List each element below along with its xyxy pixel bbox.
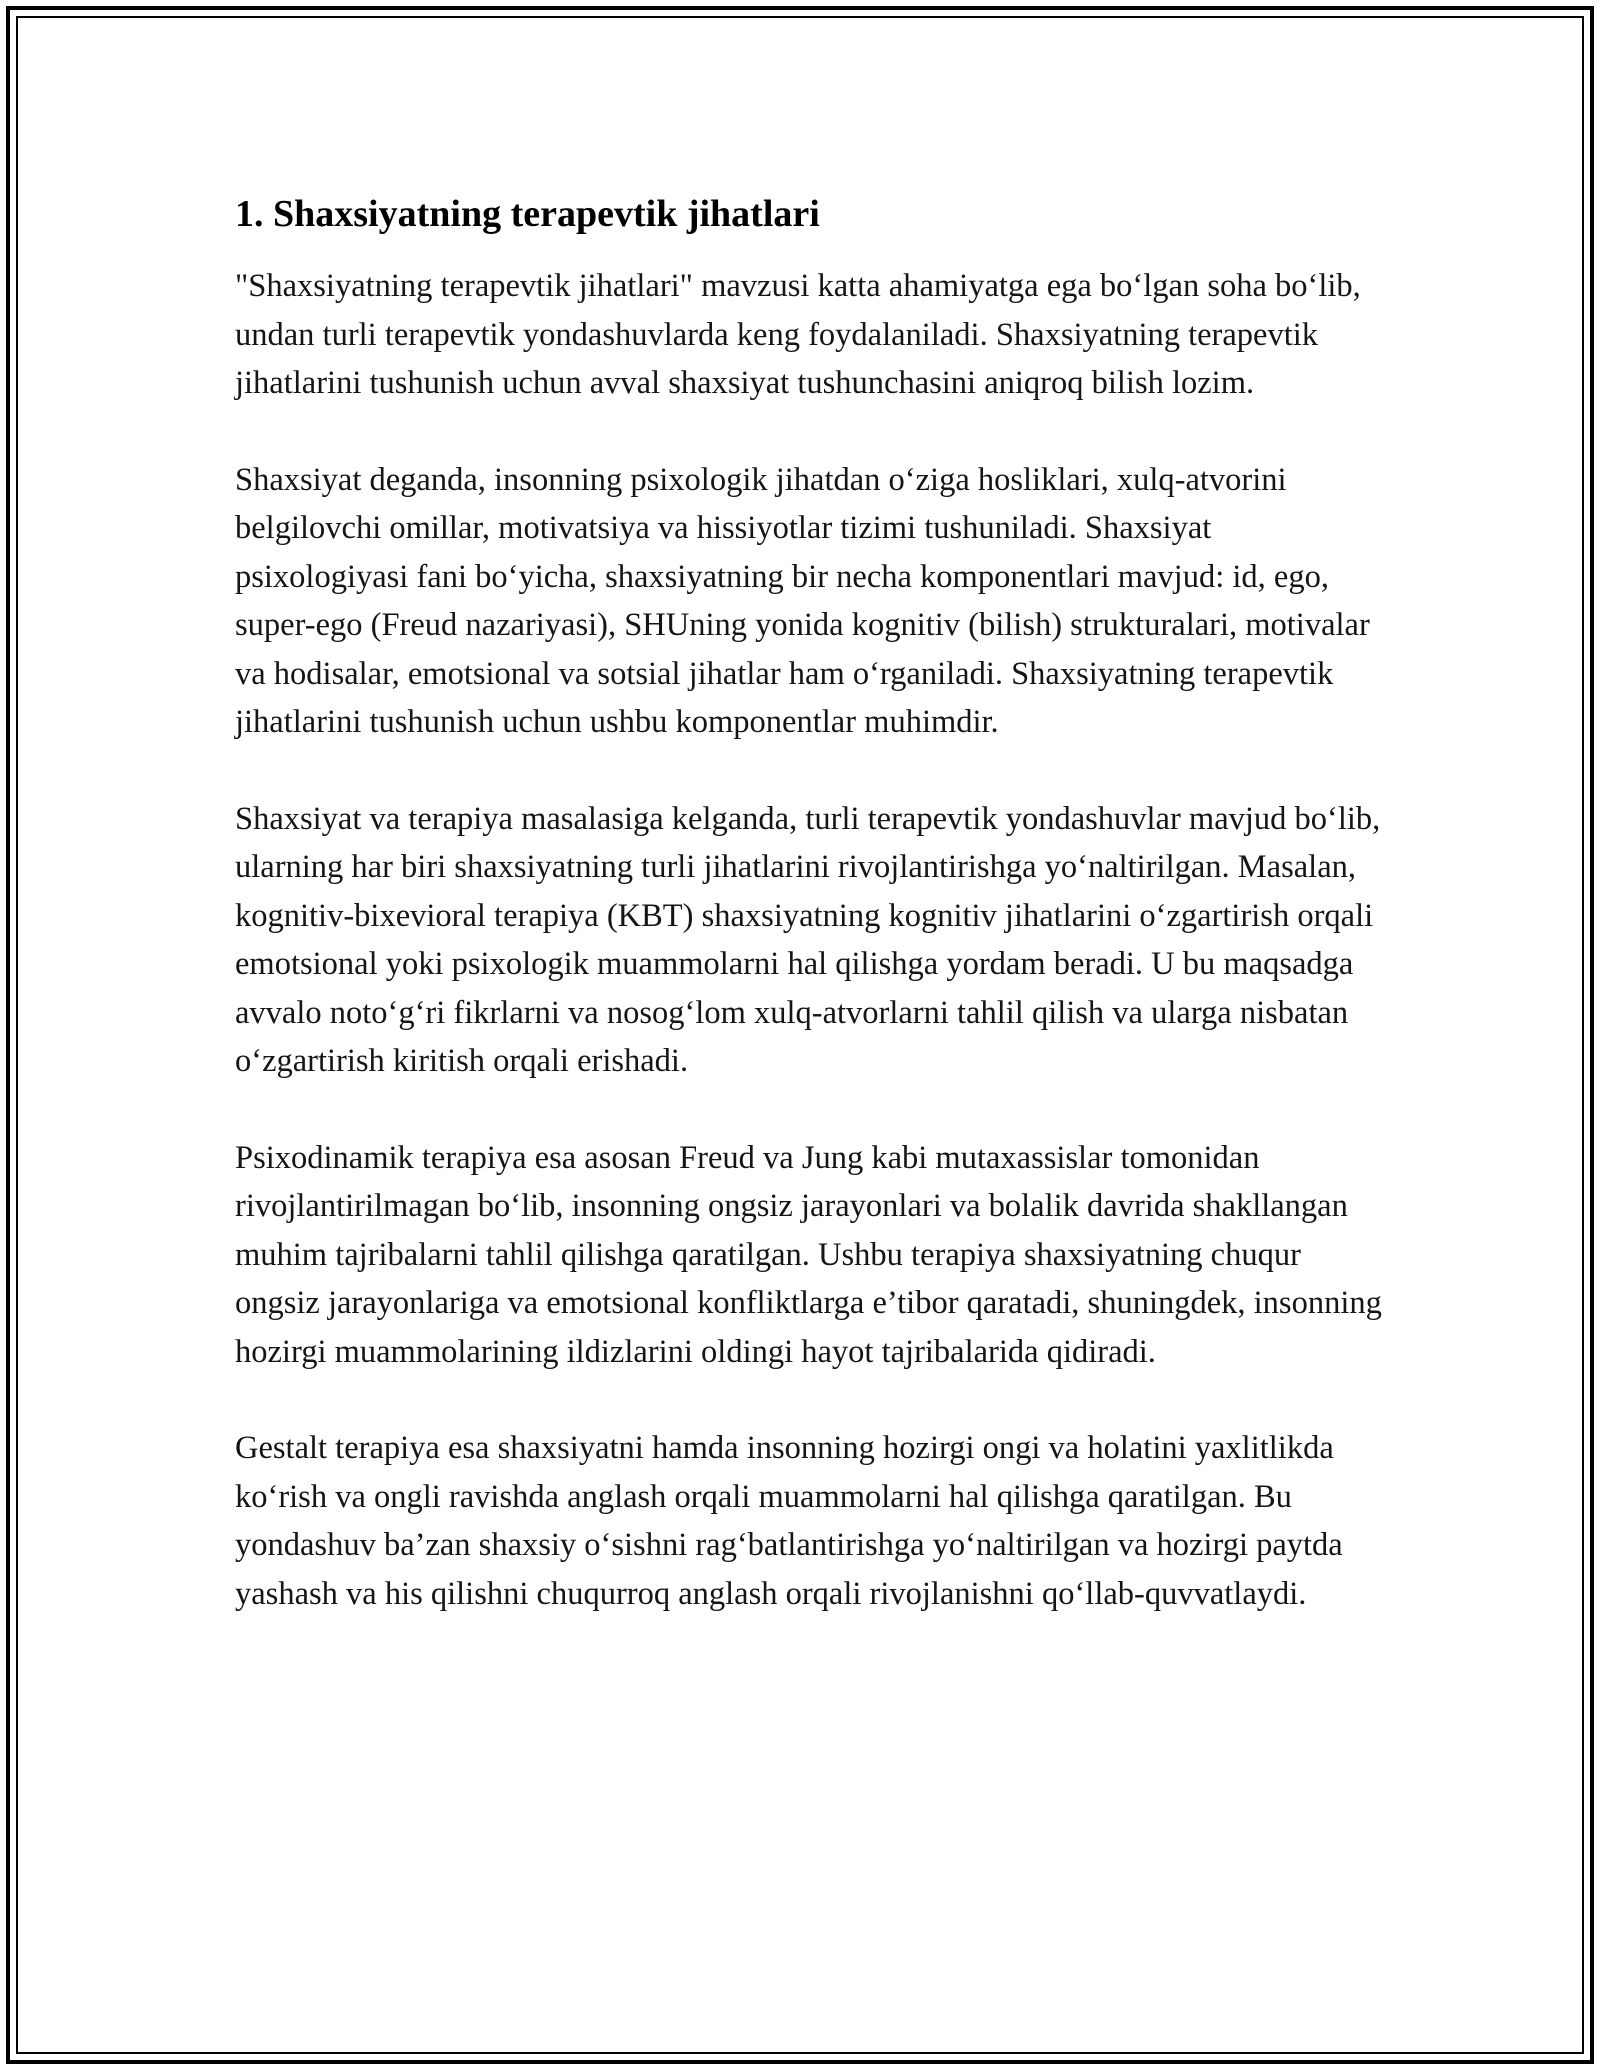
document-body	[235, 190, 1385, 1618]
paragraph-3: Shaxsiyat va terapiya masalasiga kelganda, turli terapevtik yondashuvlar mavjud boʻlib, ularning har biri shaxsiyatning turli jihatlarini rivojlantirishga yoʻnaltirilgan. Masalan, kognitiv-bixevioral terapiya (KBT) shaxsiyatning kognitiv jihatlarini oʻzgartirish orqali emotsional yoki psixologik muammolarni hal qilishga yordam beradi. U bu maqsadga avvalo notoʻgʻri fikrlarni va nosogʻlom xulq-atvorlarni tahlil qilish va ularga nisbatan oʻzgartirish kiritish orqali erishadi.	[235, 800, 1381, 1079]
paragraph-2: Shaxsiyat deganda, insonning psixologik jihatdan oʻziga hosliklari, xulq-atvorini belgilovchi omillar, motivatsiya va hissiyotlar tizimi tushuniladi. Shaxsiyat psixologiyasi fani boʻyicha, shaxsiyatning bir necha komponentlari mavjud: id, ego, super-ego (Freud nazariyasi), SHUning yonida kognitiv (bilish) strukturalari, motivalar va hodisalar, emotsional va sotsial jihatlar ham oʻrganiladi. Shaxsiyatning terapevtik jihatlarini tushunish uchun ushbu komponentlar muhimdir.	[235, 461, 1370, 740]
paragraph-spacer	[235, 408, 1385, 456]
paragraph-4: Psixodinamik terapiya esa asosan Freud va Jung kabi mutaxassislar tomonidan rivojlantirilmagan boʻlib, insonning ongsiz jarayonlari va bolalik davrida shakllangan muhim tajribalarni tahlil qilishga qaratilgan. Ushbu terapiya shaxsiyatning chuqur ongsiz jarayonlariga va emotsional konfliktlarga e’tibor qaratadi, shuningdek, insonning hozirgi muammolarining ildizlarini oldingi hayot tajribalarida qidiradi.	[235, 1139, 1382, 1370]
paragraph-spacer	[235, 747, 1385, 795]
heading-spacer	[235, 238, 1385, 262]
paragraph-spacer	[235, 1086, 1385, 1134]
paragraph-5: Gestalt terapiya esa shaxsiyatni hamda insonning hozirgi ongi va holatini yaxlitlikda koʻrish va ongli ravishda anglash orqali muammolarni hal qilishga qaratilgan. Bu yondashuv ba’zan shaxsiy oʻsishni ragʻbatlantirishga yoʻnaltirilgan va hozirgi paytda yashash va his qilishni chuqurroq anglash orqali rivojlanishni qoʻllab-quvvatlaydi.	[235, 1430, 1343, 1612]
paragraph-spacer	[235, 1376, 1385, 1424]
section-heading: 1. Shaxsiyatning terapevtik jihatlari	[235, 193, 820, 235]
paragraph-1: "Shaxsiyatning terapevtik jihatlari" mavzusi katta ahamiyatga ega boʻlgan soha boʻlib, undan turli terapevtik yondashuvlarda keng foydalaniladi. Shaxsiyatning terapevtik jihatlarini tushunish uchun avval shaxsiyat tushunchasini aniqroq bilish lozim.	[235, 268, 1361, 401]
